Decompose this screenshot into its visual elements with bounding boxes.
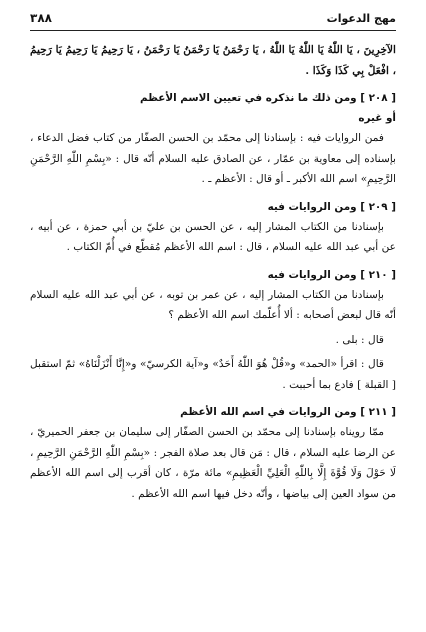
page-header [30, 6, 396, 31]
section-paragraph: فمن الروايات فيه : بإسنادنا إلى محمّد بن الحسن الصفّار من كتاب فضل الدعاء ، بإسناده إلى معاوية بن عمّار ، عن الصادق عليه السلام أنّه قال : «بِسْمِ اللّٰهِ الرَّحْمَنِ الرَّحِيمِ» اسم الله الأكبر ـ أو قال : الأعظم ـ . [30, 132, 396, 185]
section-paragraph: بإسنادنا من الكتاب المشار إليه ، عن الحسن بن عليّ بن أبي حمزة ، عن أبيه ، عن أبي عبد الله عليه السلام ، قال : اسم الله الأعظم مُقطّع في أُمّ الكتاب . [30, 220, 396, 253]
section-heading: [ ٢٠٨ ] ومن ذلك ما نذكره في تعيين الاسم الأعظم [140, 92, 396, 104]
section-paragraph: ممّا رويناه بإسنادنا إلى محمّد بن الحسن الصفّار إلى سليمان بن جعفر الحميريّ ، عن الرضا عليه السلام ، قال : مَن قال بعد صلاة الفجر : «بِسْمِ اللّٰهِ الرَّحْمَنِ الرَّحِيمِ ، لَا حَوْلَ وَلَا قُوَّةَ إِلَّا بِاللّٰهِ الْعَلِيِّ الْعَظِيمِ» مائة مرّة ، كان أقرب إلى اسم الله الأعظم من سواد العين إلى بياضها ، وأنّه دخل فيها اسم الله الأعظم . [30, 426, 396, 500]
section-heading: [ ٢١٠ ] ومن الروايات فيه [267, 268, 396, 281]
section-heading: [ ٢٠٩ ] ومن الروايات فيه [267, 200, 396, 213]
page-body [30, 40, 396, 624]
section-heading: [ ٢١١ ] ومن الروايات في اسم الله الأعظم [180, 406, 396, 418]
section-paragraph: قال : بلى . [335, 333, 384, 346]
page-number: ٣٨٨ [30, 11, 52, 25]
section-subheading: أو غيره [358, 112, 396, 124]
section-paragraph: قال : اقرأ «الحمد» و«قُلْ هُوَ اللّٰهُ أَحَدٌ» و«آية الكرسيّ» و«إِنَّا أَنْزَلْنَاهُ» ثمّ استقبل [ القبلة ] فادع بما أحببت . [30, 358, 396, 391]
opening-paragraph: الآخِرِينَ ، يَا اللّٰهُ يَا اللّٰهُ يَا اللّٰهُ ، يَا رَحْمَنُ يَا رَحْمَنُ يَا رَحْمَنُ ، يَا رَحِيمُ يَا رَحِيمُ يَا رَحِيمُ ، افْعَلْ بِي كَذَا وَكَذَا . [30, 44, 396, 77]
running-title: مهج الدعوات [326, 11, 396, 25]
section-paragraph: بإسنادنا من الكتاب المشار إليه ، عن عمر بن توبه ، عن أبي عبد الله عليه السلام أنّه قال لبعض أصحابه : ألا أُعلّمك اسم الله الأعظم ؟ [30, 288, 396, 321]
